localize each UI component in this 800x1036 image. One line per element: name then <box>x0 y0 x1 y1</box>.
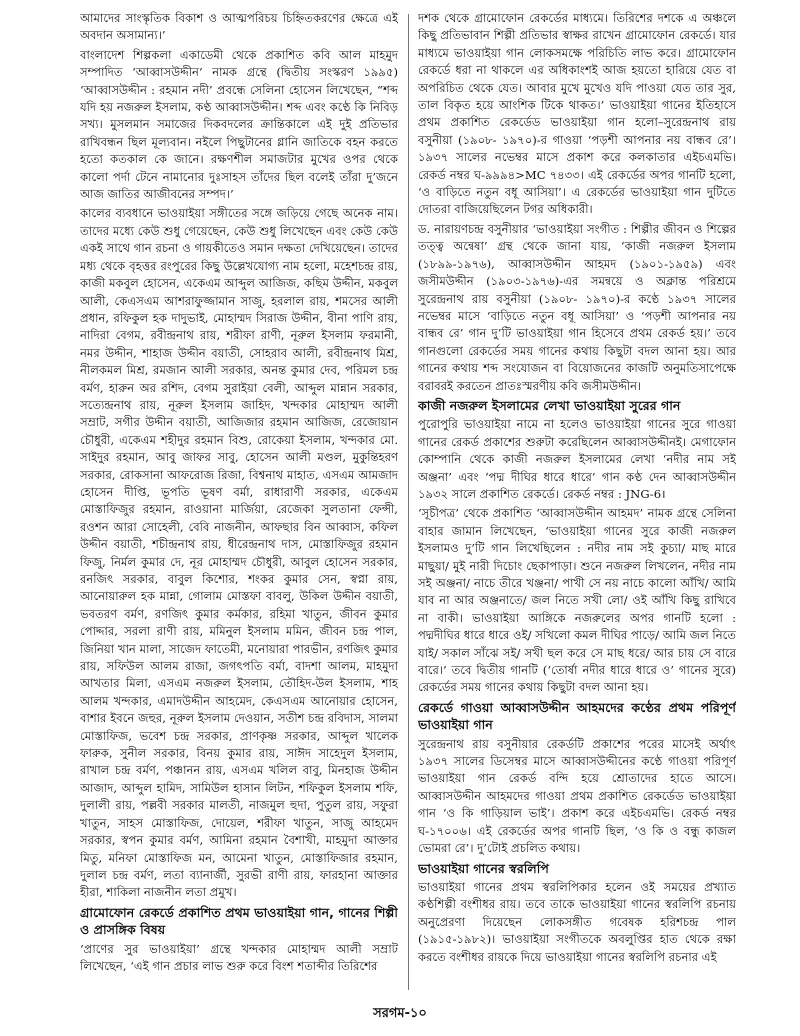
section-heading: গ্রামোফোন রেকর্ডে প্রকাশিত প্রথম ভাওয়াইয়া গান, গানের শিল্পী ও প্রাসঙ্গিক বিষয় <box>80 904 398 938</box>
page-footer-label: সরগম-১০ <box>373 1006 427 1021</box>
right-column <box>418 10 736 1000</box>
paragraph: পুরোপুরি ভাওয়াইয়া নামে না হলেও ভাওয়াইয়া গানের সুরে গাওয়া গানের রেকর্ড প্রকাশের শুরুটা করেছিলেন আব্বাসউদ্দীনই। মেগাফোন কোম্পানি থেকে কাজী নজরুল ইসলামের লেখা ‘নদীর নাম সই অঞ্জনা’ এবং ‘পদ্ম দীঘির ধারে ধারে’ গান কণ্ঠ দেন আব্বাসউদ্দীন ১৯৩২ সালে প্রকাশিত রেকর্ডে। রেকর্ড নম্বর : JNG-6। <box>418 417 736 501</box>
paragraph: বাংলাদেশ শিল্পকলা একাডেমী থেকে প্রকাশিত কবি আল মাহমুদ সম্পাদিত ‘আব্বাসউদ্দীন’ নামক গ্রন্থে (দ্বিতীয় সংস্করণ ১৯৯৫) ‘আব্বাসউদ্দীন : রহমান নদী’ প্রবন্ধে সেলিনা হোসেন লিখেছেন, “শব্দ যদি হয় নজরুল ইসলাম, কণ্ঠ আব্বাসউদ্দীন। শব্দ এবং কণ্ঠে কি নিবিড় সখ্য। মুসলমান সমাজের দিকবদলের ক্রান্তিকালে এই দুই প্রতিভার রাখিবন্ধন ছিল মূল্যবান। নইলে পিছুটানের গ্লানি জাতিকে বহন করতে হতো কতকাল কে জানে। রক্ষণশীল সমাজটার মুখের ওপর থেকে কালো পর্দা টেনে নামানোর দুঃসাহস তাঁদের ছিল বলেই তাঁরা দু’জনে আজ জাতির আজীবনের সম্পদ।’ <box>80 47 398 202</box>
section-heading: কাজী নজরুল ইসলামের লেখা ভাওয়াইয়া সুরের গান <box>418 397 681 413</box>
paragraph: ভাওয়াইয়া গানের প্রথম স্বরলিপিকার হলেন ওই সময়ের প্রখ্যাত কণ্ঠশিল্পী বংশীধর রায়। তবে তাকে ভাওয়াইয়া গানের স্বরলিপি রচনায় অনুপ্রেরণা দিয়েছেন লোকসঙ্গীত গবেষক হরিশচন্দ্র পাল (১৯১৫-১৯৮২)। ভাওয়াইয়া সংগীতকে অবলুপ্তির হাত থেকে রক্ষা করতে বংশীধর রায়কে দিয়ে ভাওয়াইয়া গানের স্বরলিপি রচনার এই <box>418 879 736 964</box>
paragraph: ড. নারায়ণচন্দ্র বসুনীয়ার ‘ভাওয়াইয়া সংগীত : শিল্পীর জীবন ও শিল্পের তত্ত্ব অন্বেষা’ গ্রন্থ থেকে জানা যায়, ‘কাজী নজরুল ইসলাম (১৮৯৯-১৯৭৬), আব্বাসউদ্দীন আহমদ (১৯০১-১৯৫৯) এবং জসীমউদ্দীন (১৯০৩-১৯৭৬)-এর সমন্বয়ে ও অক্লান্ত পরিশ্রমে সুরেন্দ্রনাথ রায় বসুনীয়া (১৯০৮- ১৯৭০)-র কণ্ঠে ১৯৩৭ সালের নভেম্বর মাসে ‘বাড়িতে নতুন বধূ আসিয়া’ ও ‘পড়শী আপনার নয় বান্ধব রে’ গান দু’টি ভাওয়াইয়া গান হিসেবে প্রথম রেকর্ড হয়।’ তবে গানগুলো রেকর্ডের সময় গানের কথায় কিছুটা বদল আনা হয়। আর গানের কথায় শব্দ সংযোজন বা বিয়োজনের কাজটি অনুমতিসাপেক্ষে বরাবরই করতেন প্রাতঃস্মরণীয় কবি জসীমউদ্দীন। <box>418 221 736 393</box>
paragraph: ‘প্রাণের সুর ভাওয়াইয়া’ গ্রন্থে খন্দকার মোহাম্মদ আলী সম্রাট লিখেছেন, ‘এই গান প্রচার লাভ শুরু করে বিংশ শতাব্দীর তিরিশের <box>80 941 398 973</box>
paragraph: ‘সূচীপত্র’ থেকে প্রকাশিত ‘আব্বাসউদ্দীন আহমদ’ নামক গ্রন্থে সেলিনা বাহার জামান লিখেছেন, ‘ভাওয়াইয়া গানের সুরে কাজী নজরুল ইসলামও দু’টি গান লিখেছিলেন : নদীর নাম সই কুচ্যা/ মাছ মারে মাছুয়া/ মুই নারী দিচোং ছেকাপাড়া। শুনে নজরুল লিখলেন, নদীর নাম সই অঞ্জনা/ নাচে তীরে খঞ্জনা/ পাখী সে নয় নাচে কালো আঁখি/ আমি যাব না আর অঞ্জনাতে/ জল নিতে সখী লো/ ওই আঁখি কিছু রাখিবে না বাকী। ভাওয়াইয়া আঙ্গিকে নজরুলের অপর গানটি হলো : পদ্মদীঘির ধারে ধারে ওই/ সখিলো কমল দীঘির পাড়ে/ আমি জল নিতে যাই/ সকাল সাঁঝে সই/ সখী ছল করে সে মাছ ধরে/ আর চায় সে বারে বারে।’ তবে দ্বিতীয় গানটি (‘তোর্ষা নদীর ধারে ধারে ও’ গানের সুরে) রেকর্ডের সময় গানের কথায় কিছুটা বদল আনা হয়। <box>418 506 736 695</box>
section-heading: ভাওয়াইয়া গানের স্বরলিপি <box>418 860 549 876</box>
paragraph: আমাদের সাংস্কৃতিক বিকাশ ও আত্মপরিচয় চিহ্নিতকরণের ক্ষেত্রে এই অবদান অসামান্য।’ <box>80 11 398 43</box>
paragraph: সুরেন্দ্রনাথ রায় বসুনীয়ার রেকর্ডটি প্রকাশের পরের মাসেই অর্থাৎ ১৯৩৭ সালের ডিসেম্বর মাসে আব্বাসউদ্দীনের কণ্ঠে গাওয়া পরিপূর্ণ ভাওয়াইয়া গান রেকর্ড বন্দি হয়ে শ্রোতাদের হাতে আসে। আব্বাসউদ্দীন আহমদের গাওয়া প্রথম প্রকাশিত রেকর্ডেড ভাওয়াইয়া গান ‘ও কি গাড়িয়াল ভাই’। প্রকাশ করে এইচএমভি। রেকর্ড নম্বর ঘ-১৭০০৬। এই রেকর্ডের অপর গানটি ছিল, ‘ও কি ও বন্ধু কাজল ভোমরা রে’। দু’টোই প্রচলিত কথায়। <box>418 736 736 856</box>
paragraph: দশক থেকে গ্রামোফোন রেকর্ডের মাধ্যমে। তিরিশের দশকে এ অঞ্চলে কিছু প্রতিভাবান শিল্পী প্রতিভার স্বাক্ষর রাখেন গ্রামোফোন রেকর্ডে। যার মাধ্যমে ভাওয়াইয়া গান লোকসমক্ষে পরিচিতি লাভ করে। গ্রামোফোন রেকর্ডে ধরা না থাকলে এর অধিকাংশই আজ হয়তো হারিয়ে যেত বা অপরিচিত থেকে যেত। আবার মুখে মুখেও যদি পাওয়া যেত তার সুর, তাল বিকৃত হয়ে আংশিক টিকে থাকত।’ ভাওয়াইয়া গানের ইতিহাসে প্রথম প্রকাশিত রেকর্ডেড ভাওয়াইয়া গান হলো–সুরেন্দ্রনাথ রায় বসুনীয়া (১৯০৮- ১৯৭০)-র গাওয়া ‘পড়শী আপনার নয় বান্ধব রে’। ১৯৩৭ সালের নভেম্বর মাসে প্রকাশ করে কলকাতার এইচএমভি। রেকর্ড নম্বর ঘ-৯৯৯৪>MC ৭৪৩৩। এই রেকর্ডের অপর গানটি হলো, ‘ও বাড়িতে নতুন বধূ আসিয়া’। এ রেকর্ডের ভাওয়াইয়া গান দুটিতে দোতরা বাজিয়েছিলেন টগর অধিকারী। <box>418 11 736 217</box>
column-divider <box>408 14 409 990</box>
left-column <box>80 10 398 1000</box>
section-heading: রেকর্ডে গাওয়া আব্বাসউদ্দীন আহমদের কণ্ঠের প্রথম পরিপূর্ণ ভাওয়াইয়া গান <box>418 699 736 733</box>
paragraph: কালের ব্যবধানে ভাওয়াইয়া সঙ্গীতের সঙ্গে জড়িয়ে গেছে অনেক নাম। তাদের মধ্যে কেউ শুধু গেয়েছেন, কেউ শুধু লিখেছেন এবং কেউ কেউ একই সাথে গান রচনা ও গায়কীতেও সমান দক্ষতা দেখিয়েছেন। তাদের মধ্য থেকে বৃহত্তর রংপুরের কিছু উল্লেখযোগ্য নাম হলো, মহেশচন্দ্র রায়, কাজী মকবুল হোসেন, একেএম আব্দুল আজিজ, কছিম উদ্দীন, মকবুল আলী, কেএসএম আশরাফুজ্জামান সাজু, হরলাল রায়, শমসের আলী প্রধান, রফিকুল হক দাদুভাই, মোহাম্মদ সিরাজ উদ্দীন, বীনা পাণি রায়, নাদিরা বেগম, রবীন্দ্রনাথ রায়, শরীফা রাণী, নূরুল ইসলাম ফরমানী, নমর উদ্দীন, শাহাজ উদ্দীন বয়াতী, সোহরাব আলী, রবীন্দ্রনাথ মিশ্র, নীলকমল মিশ্র, রমজান আলী সরকার, অনন্ত কুমার দেব, পরিমল চন্দ্র বর্মণ, হারুন অর রশিদ, বেগম সুরাইয়া বেলী, আব্দুল মান্নান সরকার, সত্যেন্দ্রনাথ রায়, নূরুল ইসলাম জাহিদ, খন্দকার মোহাম্মদ আলী সম্রাট, সগীর উদ্দীন বয়াতী, আজিজার রহমান আজিজ, রেজোয়ান চৌধুরী, একেএম শহীদুর রহমান বিশু, রোকেয়া ইসলাম, খন্দকার মো. সাইদুর রহমান, আবু জাফর সাবু, হোসেন আলী মণ্ডল, মুকুন্তিহরণ সরকার, রোকসানা আফরোজ রিজা, বিশ্বনাথ মাহাত, এসএম আমজাদ হোসেন দীপ্তি, ভূপতি ভূষণ বর্মা, রাধারাণী সরকার, একেএম মোস্তাফিজুর রহমান, রাওয়ানা মার্জিয়া, রেজেকা সুলতানা ফেন্সী, রওশন আরা সোহেলী, বেবি নাজনীন, আফছার বিন আব্বাস, কফিল উদ্দীন বয়াতী, শচীন্দ্রনাথ রায়, ধীরেন্দ্রনাথ দাস, মোস্তাফিজুর রহমান ফিজু, নির্মল কুমার দে, নূর মোহাম্মদ চৌধুরী, আবুল হোসেন সরকার, রনজিৎ সরকার, বাবুল কিশোর, শংকর কুমার সেন, স্বপ্না রায়, আনোয়ারুল হক মান্না, গোলাম মোস্তফা বাবলু, উকিল উদ্দীন বয়াতী, ভবতরণ বর্মণ, রণজিৎ কুমার কর্মকার, রহিমা খাতুন, জীবন কুমার পোদ্দার, সরলা রাণী রায়, মমিনুল ইসলাম মমিন, জীবন চন্দ্র পাল, জিনিয়া খান মালা, সাজেদ ফাতেমী, মনোয়ারা পারভীন, রণজিৎ কুমার রায়, সফিউল আলম রাজা, জগৎপতি বর্মা, বাদশা আলম, মাহমুদা আখতার মিলা, এসএম নজরুল ইসলাম, তৌহিদ-উল ইসলাম, শাহ আলম খন্দকার, এমাদউদ্দীন আহমেদ, কেএসএম আনোয়ার হোসেন, বাশার ইবনে জহুর, নূরুল ইসলাম দেওয়ান, সতীশ চন্দ্র রবিদাস, সালমা মোস্তাফিজ, ভবেশ চন্দ্র সরকার, প্রাণকৃষ্ণ সরকার, আব্দুল খালেক ফারুক, সুনীল সরকার, বিনয় কুমার রায়, সাঈদ সাহেদুল ইসলাম, রাখাল চন্দ্র বর্মণ, পঞ্চানন রায়, এসএম খলিল বাবু, মিনহাজ উদ্দীন আজাদ, আব্দুল হামিদ, সামিউল হাসান লিটন, শফিকুল ইসলাম শফি, দুলালী রায়, পল্লবী সরকার মালতী, নাজমুল হুদা, পুতুল রায়, সফুরা খাতুন, সাহস মোস্তাফিজ, দোয়েল, শরীফা খাতুন, সাজু আহমেদ সরকার, স্বপন কুমার বর্মণ, আমিনা রহমান বৈশাখী, মাহমুদা আক্তার মিতু, মনিফা মোস্তাফিজ মন, আমেনা খাতুন, মোস্তাফিজার রহমান, দুলাল চন্দ্র বর্মণ, লতা ব্যানার্জী, সুরভী রাণী রায়, ফারহানা আক্তার হীরা, শাকিলা নাজনীন লতা প্রমুখ। <box>80 206 398 900</box>
